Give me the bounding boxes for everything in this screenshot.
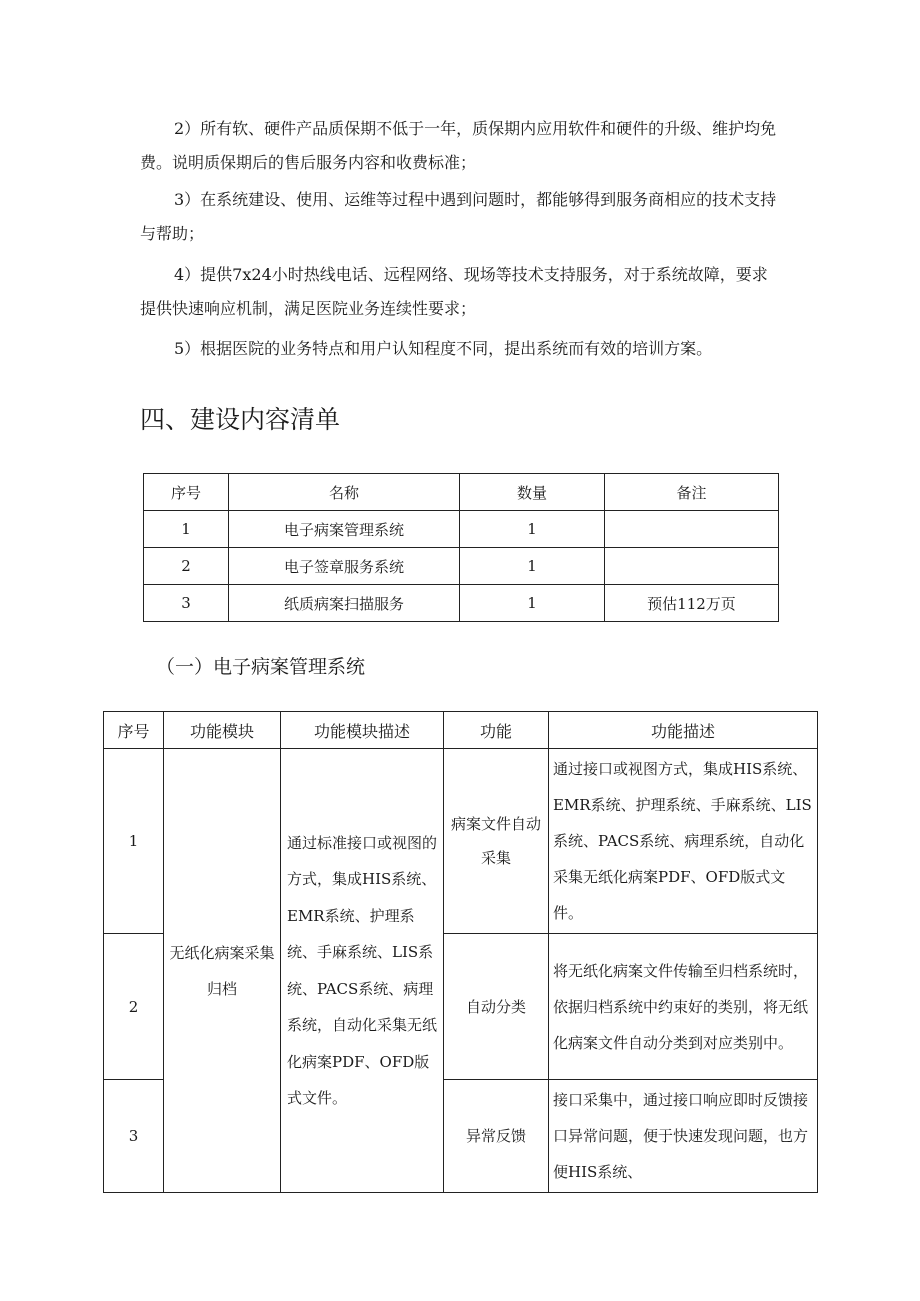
paragraph-3 <box>140 183 820 251</box>
table-cell: 电子病案管理系统 <box>229 511 460 548</box>
paragraph-5 <box>140 332 820 366</box>
table-cell: 预估112万页 <box>605 585 779 622</box>
table-cell: 2 <box>144 548 229 585</box>
table-row <box>144 511 779 548</box>
paragraph-line: 与帮助； <box>140 224 205 243</box>
function-description: 接口采集中，通过接口响应即时反馈接口异常问题，便于快速发现问题，也方便HIS系统、 <box>549 1080 818 1193</box>
table-header-cell: 名称 <box>229 474 460 511</box>
module-description: 通过标准接口或视图的方式，集成HIS系统、EMR系统、护理系统、手麻系统、LIS系统、PACS系统、病理系统，自动化采集无纸化病案PDF、OFD版式文件。 <box>281 749 444 1193</box>
row-number: 2 <box>104 934 164 1080</box>
table-header-cell: 功能模块 <box>164 712 281 749</box>
table-row <box>104 749 818 934</box>
table-cell <box>605 511 779 548</box>
table-row <box>144 548 779 585</box>
table-header-row <box>104 712 818 749</box>
content-list-table <box>143 473 779 622</box>
module-name: 无纸化病案采集归档 <box>164 749 281 1193</box>
table-cell: 3 <box>144 585 229 622</box>
table-cell: 1 <box>460 548 605 585</box>
table-header-cell: 数量 <box>460 474 605 511</box>
row-number: 1 <box>104 749 164 934</box>
table-header-cell: 功能 <box>444 712 549 749</box>
table-row <box>144 585 779 622</box>
paragraph-2 <box>140 112 820 180</box>
paragraph-line: 5）根据医院的业务特点和用户认知程度不同，提出系统而有效的培训方案。 <box>174 339 713 358</box>
table-cell: 1 <box>460 585 605 622</box>
section-title: 四、建设内容清单 <box>140 405 341 434</box>
function-name: 异常反馈 <box>444 1080 549 1193</box>
paragraph-line: 4）提供7x24小时热线电话、远程网络、现场等技术支持服务，对于系统故障，要求 <box>174 265 768 284</box>
table-header-cell: 功能模块描述 <box>281 712 444 749</box>
table-cell: 纸质病案扫描服务 <box>229 585 460 622</box>
paragraph-line: 3）在系统建设、使用、运维等过程中遇到问题时，都能够得到服务商相应的技术支持 <box>174 190 777 209</box>
paragraph-line: 2）所有软、硬件产品质保期不低于一年，质保期内应用软件和硬件的升级、维护均免 <box>174 119 777 138</box>
table-header-cell: 序号 <box>104 712 164 749</box>
table-cell: 1 <box>144 511 229 548</box>
table-header-cell: 序号 <box>144 474 229 511</box>
paragraph-line: 费。说明质保期后的售后服务内容和收费标准； <box>140 153 477 172</box>
paragraph-line: 提供快速响应机制，满足医院业务连续性要求； <box>140 299 477 318</box>
row-number: 3 <box>104 1080 164 1193</box>
table-header-cell: 备注 <box>605 474 779 511</box>
function-name: 自动分类 <box>444 934 549 1080</box>
function-name: 病案文件自动采集 <box>444 749 549 934</box>
function-description: 通过接口或视图方式，集成HIS系统、EMR系统、护理系统、手麻系统、LIS系统、PACS系统、病理系统，自动化采集无纸化病案PDF、OFD版式文件。 <box>549 749 818 934</box>
table-cell: 1 <box>460 511 605 548</box>
function-table <box>103 711 818 1193</box>
table-header-cell: 功能描述 <box>549 712 818 749</box>
paragraph-4 <box>140 258 820 326</box>
subsection-title: （一）电子病案管理系统 <box>156 656 366 678</box>
table-cell: 电子签章服务系统 <box>229 548 460 585</box>
function-description: 将无纸化病案文件传输至归档系统时，依据归档系统中约束好的类别，将无纸化病案文件自动分类到对应类别中。 <box>549 934 818 1080</box>
table-cell <box>605 548 779 585</box>
table-header-row <box>144 474 779 511</box>
